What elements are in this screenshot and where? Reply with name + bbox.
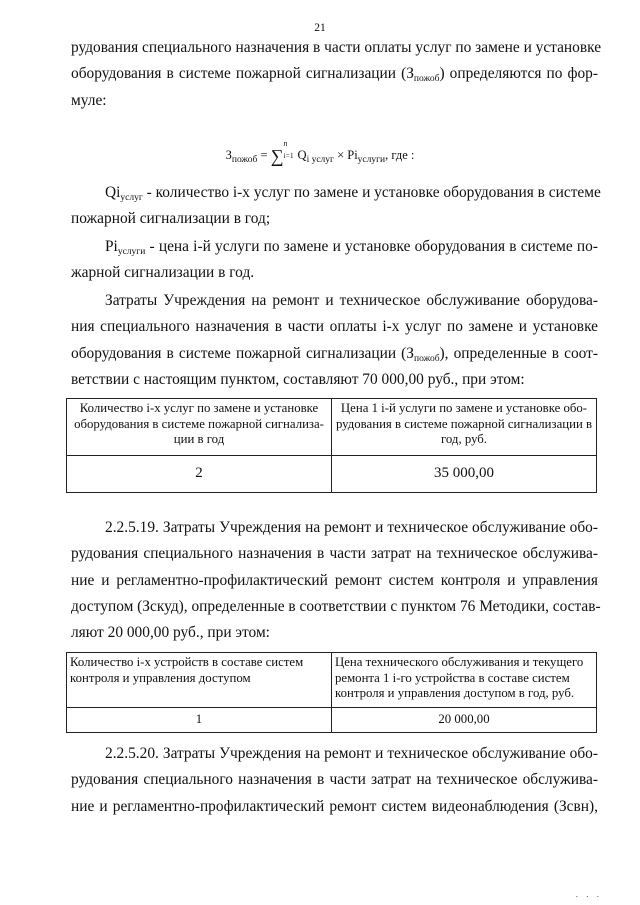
scan-mark: . . . <box>575 889 602 899</box>
table-header-cell: Цена технического обслуживания и текущего ремонта 1 i-го устройства в составе систем контроля и управления доступом в год, руб. <box>332 653 597 708</box>
table-row <box>67 456 597 493</box>
access-control-table <box>66 652 597 733</box>
text-line: оборудования в системе пожарной сигнализации $(З_{пожоб})$, определенные в соот- <box>71 344 598 364</box>
table-header-cell: Цена 1 i-й услуги по замене и установке обо-рудования в системе пожарной сигнализации в год, руб. <box>332 399 597 456</box>
text-line: ния специального назначения в части оплаты i-х услуг по замене и установке <box>71 318 598 336</box>
text-line: доступом (Зскуд), определенные в соответствии с пунктом 76 Методики, состав- <box>71 597 601 615</box>
page-number: 21 <box>314 22 326 34</box>
table-cell: 2 <box>67 456 332 493</box>
text-line: ветствии с настоящим пунктом, составляют 70 000,00 руб., при этом: <box>71 370 525 388</box>
text-line: ние и регламентно-профилактический ремонт систем контроля и управления <box>71 571 598 589</box>
paragraph-2-2-5-19 <box>71 515 601 646</box>
text-line: жарной сигнализации в год. <box>71 264 255 282</box>
text-line: Затраты Учреждения на ремонт и техническое обслуживание оборудова- <box>105 292 598 309</box>
table-cell: 35 000,00 <box>332 456 597 493</box>
table-header-row <box>67 399 597 456</box>
text-line: рудования специального назначения в части затрат на техническое обслужива- <box>71 545 598 563</box>
text-line: рудования специального назначения в части оплаты услуг по замене и установке <box>71 39 602 56</box>
text-line: ляют 20 000,00 руб., при этом: <box>71 624 270 642</box>
definition-q <box>71 180 601 233</box>
table-row <box>67 708 597 733</box>
text-line: оборудования в системе пожарной сигнализации $(З_{пожоб})$ определяются по фор- <box>71 65 599 85</box>
summation-symbol: ∑ <box>270 146 284 166</box>
table-header-row <box>67 653 597 708</box>
table-cell: 20 000,00 <box>332 708 597 733</box>
text-line: пожарной сигнализации в год; <box>71 210 271 228</box>
paragraph-cost-fire-alarm <box>71 288 598 393</box>
text-line: муле: <box>71 91 107 109</box>
table-header-cell: Количество i-х устройств в составе систем контроля и управления доступом <box>67 653 332 708</box>
text-line: рудования специального назначения в части затрат на техническое обслужива- <box>71 771 598 789</box>
fire-alarm-services-table <box>66 398 597 493</box>
text-line: ние и регламентно-профилактический ремонт систем видеонаблюдения (Зсвн), <box>71 797 598 815</box>
table-cell: 1 <box>67 708 332 733</box>
table-header-cell: Количество i-х услуг по замене и установке оборудования в системе пожарной сигнализа-ции в год <box>67 399 332 456</box>
cost-formula: $З_{пожоб}$ = ∑ n i=1 $Q_{i услуг} \times Pi_{услуги}$, где : <box>225 139 415 166</box>
text-line: $Qi_{услуг}$ - количество i-х услуг по замене и установке оборудования в системе <box>105 184 601 203</box>
paragraph-2-2-5-20 <box>71 741 598 820</box>
text-line: 2.2.5.20. Затраты Учреждения на ремонт и техническое обслуживание обо- <box>105 745 598 762</box>
definition-p <box>71 234 598 287</box>
text-line: 2.2.5.19. Затраты Учреждения на ремонт и техническое обслуживание обо- <box>105 519 598 536</box>
paragraph-intro <box>71 35 602 114</box>
text-line: $Pi_{услуги}$ - цена i-й услуги по замене и установке оборудования в системе по- <box>105 238 598 257</box>
